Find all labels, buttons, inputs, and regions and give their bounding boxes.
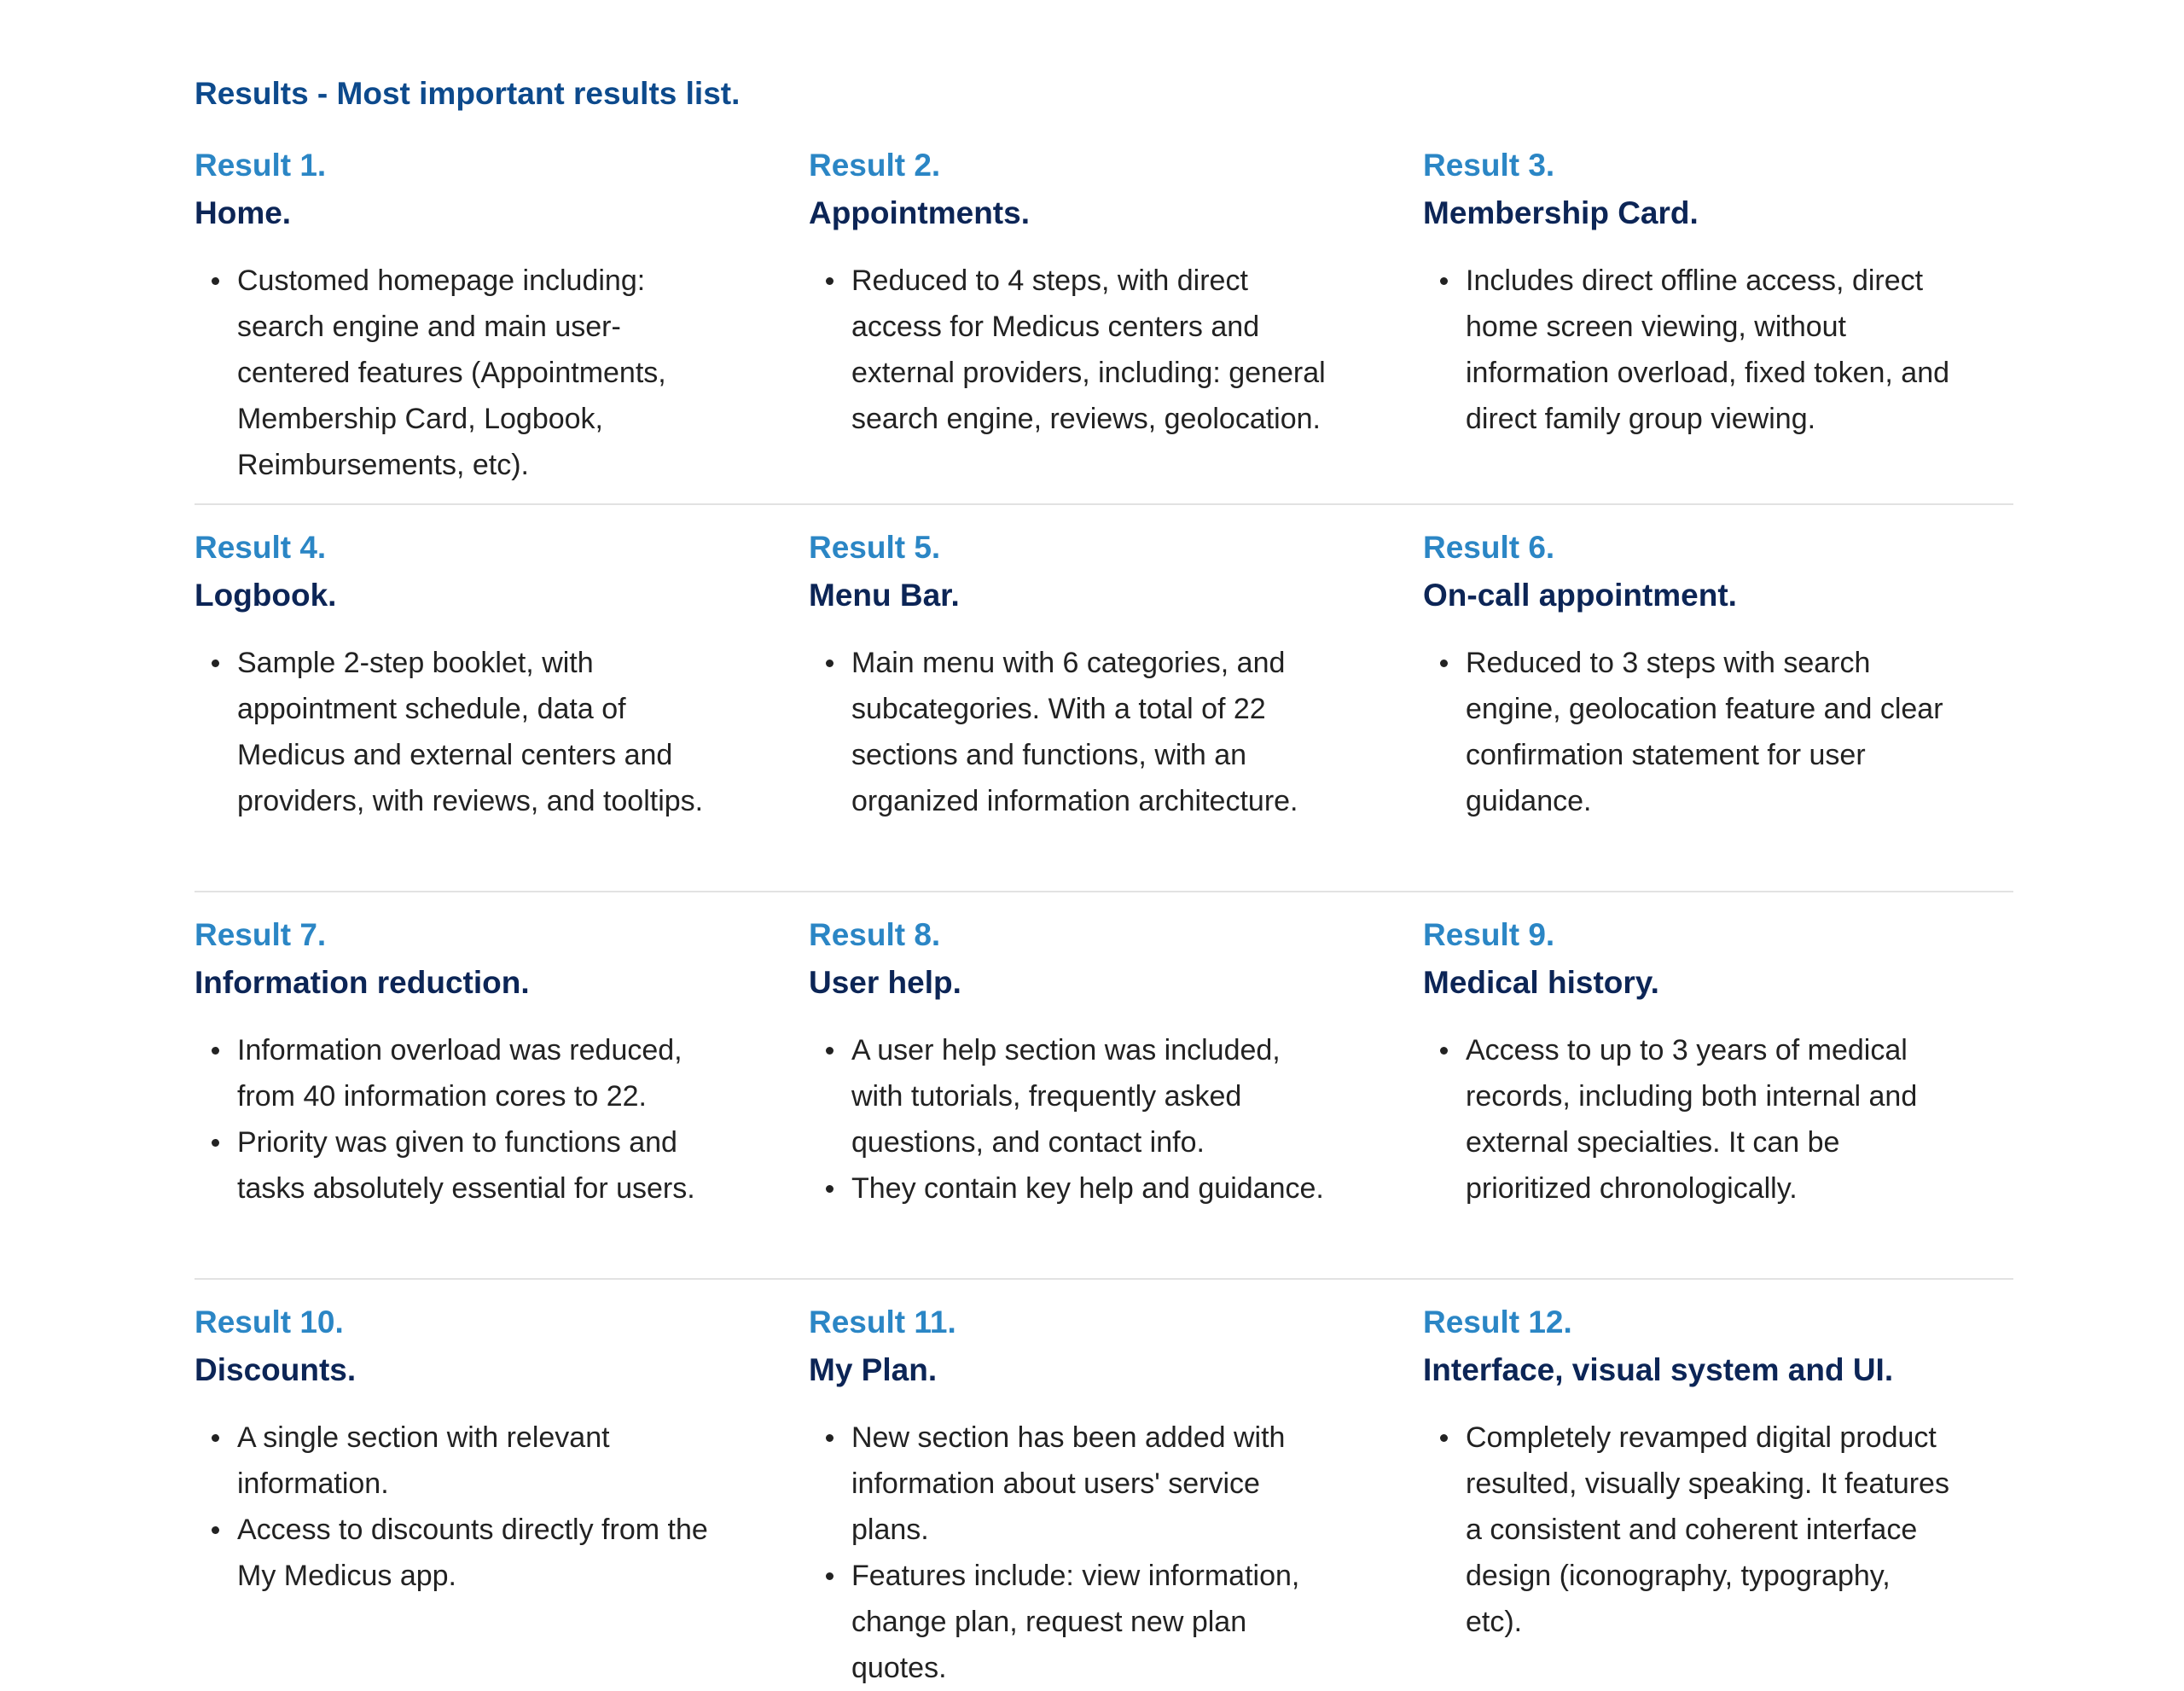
result-bullet: Customed homepage including: search engine and main user-centered features (Appointments, Membership Card, Logbook, Reimbursements, etc). <box>195 258 723 488</box>
result-title: User help. <box>809 965 961 1000</box>
result-bullet-list <box>809 1415 1423 1691</box>
result-bullet: Access to discounts directly from the My Medicus app. <box>195 1507 723 1599</box>
result-bullet-list <box>1423 1027 2013 1212</box>
result-title: Home. <box>195 195 292 230</box>
result-card <box>809 142 1423 503</box>
result-bullet: New section has been added with information about users' service plans. <box>809 1415 1338 1553</box>
result-number: Result 5. <box>809 530 941 565</box>
result-bullet-list <box>1423 640 2013 824</box>
result-number: Result 3. <box>1423 148 1555 183</box>
result-card <box>195 911 809 1278</box>
result-card <box>809 524 1423 891</box>
result-title: Discounts. <box>195 1352 357 1387</box>
result-bullet: Main menu with 6 categories, and subcategories. With a total of 22 sections and functions, with an organized information architecture. <box>809 640 1338 824</box>
result-bullet-list <box>195 258 809 488</box>
results-row <box>195 1280 2013 1684</box>
result-bullet: They contain key help and guidance. <box>809 1165 1338 1212</box>
result-bullet: Information overload was reduced, from 40 information cores to 22. <box>195 1027 723 1119</box>
result-title: Information reduction. <box>195 965 530 1000</box>
result-title: Membership Card. <box>1423 195 1699 230</box>
result-card <box>195 1299 809 1667</box>
result-card <box>195 142 809 503</box>
result-card <box>1423 524 2013 891</box>
result-bullet-list <box>195 1415 809 1599</box>
result-bullet: Priority was given to functions and tasks absolutely essential for users. <box>195 1119 723 1212</box>
result-bullet: A single section with relevant information. <box>195 1415 723 1507</box>
result-title: Logbook. <box>195 578 337 613</box>
result-card <box>809 1299 1423 1684</box>
result-bullet: Completely revamped digital product resulted, visually speaking. It features a consistent and coherent interface design (iconography, typography, etc). <box>1423 1415 1952 1645</box>
result-number: Result 2. <box>809 148 941 183</box>
result-bullet: A user help section was included, with tutorials, frequently asked questions, and contact info. <box>809 1027 1338 1165</box>
result-bullet: Reduced to 3 steps with search engine, geolocation feature and clear confirmation statement for user guidance. <box>1423 640 1952 824</box>
result-card <box>1423 911 2013 1278</box>
results-row <box>195 505 2013 892</box>
result-bullet: Reduced to 4 steps, with direct access for Medicus centers and external providers, including: general search engine, reviews, geolocation. <box>809 258 1338 442</box>
result-bullet-list <box>195 640 809 824</box>
result-bullet-list <box>195 1027 809 1212</box>
result-bullet-list <box>1423 258 2013 442</box>
result-bullet-list <box>809 1027 1423 1212</box>
result-bullet: Sample 2-step booklet, with appointment schedule, data of Medicus and external centers and providers, with reviews, and tooltips. <box>195 640 723 824</box>
result-bullet: Includes direct offline access, direct home screen viewing, without information overload, fixed token, and direct family group viewing. <box>1423 258 1952 442</box>
result-bullet: Features include: view information, change plan, request new plan quotes. <box>809 1553 1338 1691</box>
result-bullet: Access to up to 3 years of medical records, including both internal and external specialties. It can be prioritized chronologically. <box>1423 1027 1952 1212</box>
result-number: Result 6. <box>1423 530 1555 565</box>
results-page <box>195 70 2013 1684</box>
result-title: My Plan. <box>809 1352 938 1387</box>
page-title: Results - Most important results list. <box>195 76 741 111</box>
result-number: Result 7. <box>195 917 327 952</box>
result-number: Result 10. <box>195 1305 344 1339</box>
result-bullet-list <box>1423 1415 2013 1645</box>
result-card <box>1423 1299 2013 1667</box>
result-bullet-list <box>809 258 1423 442</box>
results-row <box>195 118 2013 505</box>
result-card <box>809 911 1423 1278</box>
result-number: Result 12. <box>1423 1305 1572 1339</box>
result-card <box>195 524 809 891</box>
result-number: Result 4. <box>195 530 327 565</box>
result-title: Menu Bar. <box>809 578 960 613</box>
result-title: On-call appointment. <box>1423 578 1737 613</box>
result-number: Result 1. <box>195 148 327 183</box>
result-bullet-list <box>809 640 1423 824</box>
result-title: Medical history. <box>1423 965 1659 1000</box>
result-number: Result 11. <box>809 1305 956 1339</box>
result-title: Interface, visual system and UI. <box>1423 1352 1894 1387</box>
result-card <box>1423 142 2013 503</box>
results-row <box>195 892 2013 1280</box>
result-number: Result 9. <box>1423 917 1555 952</box>
result-number: Result 8. <box>809 917 941 952</box>
results-grid <box>195 118 2013 1684</box>
result-title: Appointments. <box>809 195 1030 230</box>
